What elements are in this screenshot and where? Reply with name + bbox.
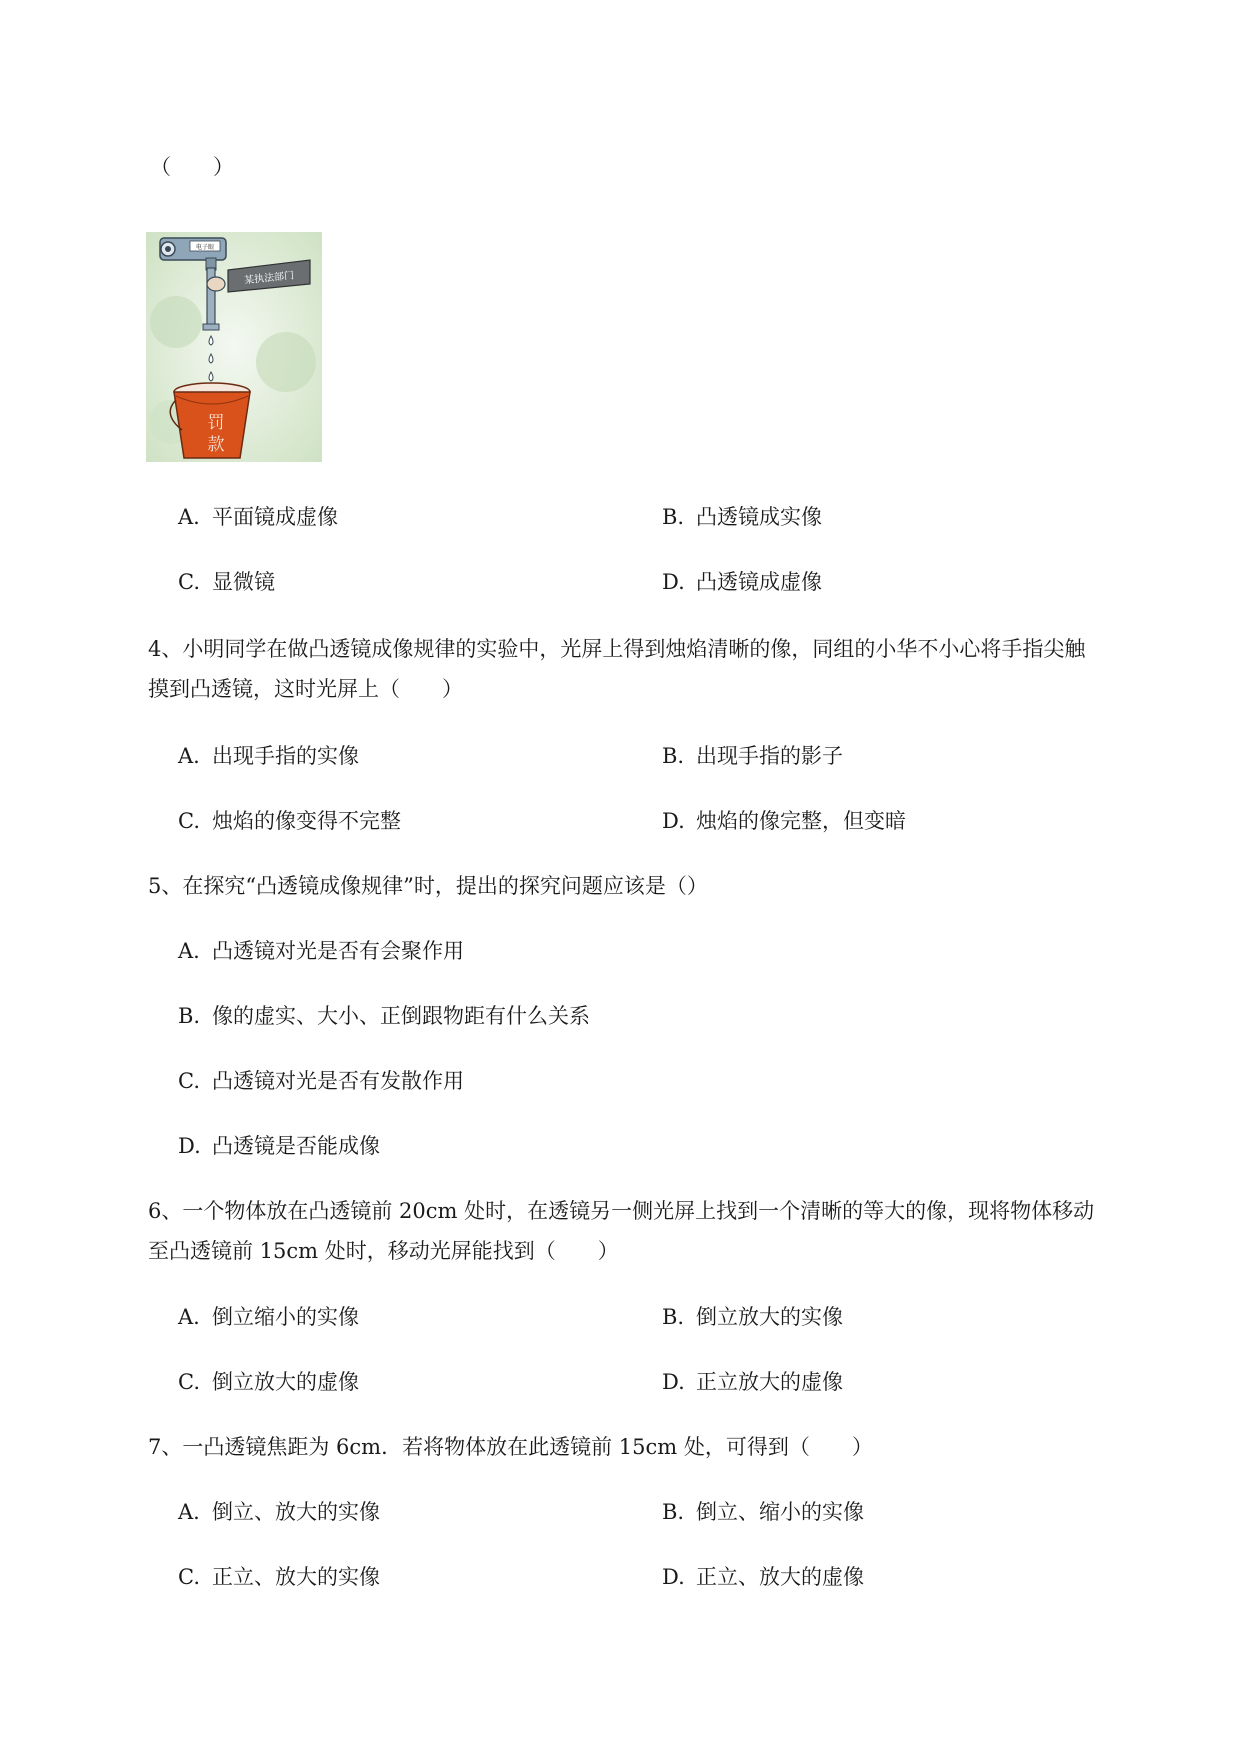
option-b[interactable]: B. 倒立、缩小的实像 (662, 1500, 864, 1524)
option-d[interactable]: D. 正立、放大的虚像 (662, 1565, 864, 1589)
option-a[interactable]: A. 倒立、放大的实像 (178, 1500, 380, 1524)
option-c[interactable]: C. 烛焰的像变得不完整 (178, 809, 401, 833)
option-b[interactable]: B. 倒立放大的实像 (662, 1305, 843, 1329)
option-c[interactable]: C. 正立、放大的实像 (178, 1565, 380, 1589)
cartoon-illustration (146, 232, 322, 462)
option-a[interactable]: A. 平面镜成虚像 (178, 505, 338, 529)
option-c[interactable]: C. 凸透镜对光是否有发散作用 (178, 1069, 464, 1093)
svg-text:款: 款 (207, 435, 225, 455)
option-c[interactable]: C. 倒立放大的虚像 (178, 1370, 359, 1394)
question-5-line-1: 5、在探究“凸透镜成像规律”时，提出的探究问题应该是（） (148, 874, 708, 898)
svg-text:电子眼: 电子眼 (195, 244, 215, 251)
bucket-icon (170, 383, 250, 458)
question-4-line-2: 摸到凸透镜，这时光屏上（ ） (148, 677, 463, 701)
option-d[interactable]: D. 正立放大的虚像 (662, 1370, 843, 1394)
camera-faucet-bucket-image (146, 232, 322, 462)
svg-text:某执法部门: 某执法部门 (243, 270, 295, 287)
option-d[interactable]: D. 凸透镜是否能成像 (178, 1134, 380, 1158)
option-c[interactable]: C. 显微镜 (178, 570, 275, 594)
option-a[interactable]: A. 凸透镜对光是否有会聚作用 (178, 939, 464, 963)
answer-paren: （ ） (150, 155, 234, 179)
svg-text:罚: 罚 (207, 413, 225, 433)
question-6-line-1: 6、一个物体放在凸透镜前 20cm 处时，在透镜另一侧光屏上找到一个清晰的等大的像，现将物体移动 (148, 1199, 1095, 1223)
option-a[interactable]: A. 出现手指的实像 (178, 744, 359, 768)
question-6-line-2: 至凸透镜前 15cm 处时，移动光屏能找到（ ） (148, 1239, 619, 1263)
option-d[interactable]: D. 烛焰的像完整，但变暗 (662, 809, 906, 833)
option-b[interactable]: B. 凸透镜成实像 (662, 505, 822, 529)
question-4-line-1: 4、小明同学在做凸透镜成像规律的实验中，光屏上得到烛焰清晰的像，同组的小华不小心将手指尖触 (148, 637, 1086, 661)
option-b[interactable]: B. 出现手指的影子 (662, 744, 843, 768)
question-7-line-1: 7、一凸透镜焦距为 6cm．若将物体放在此透镜前 15cm 处，可得到（ ） (148, 1435, 873, 1459)
option-a[interactable]: A. 倒立缩小的实像 (178, 1305, 359, 1329)
option-d[interactable]: D. 凸透镜成虚像 (662, 570, 822, 594)
option-b[interactable]: B. 像的虚实、大小、正倒跟物距有什么关系 (178, 1004, 590, 1028)
